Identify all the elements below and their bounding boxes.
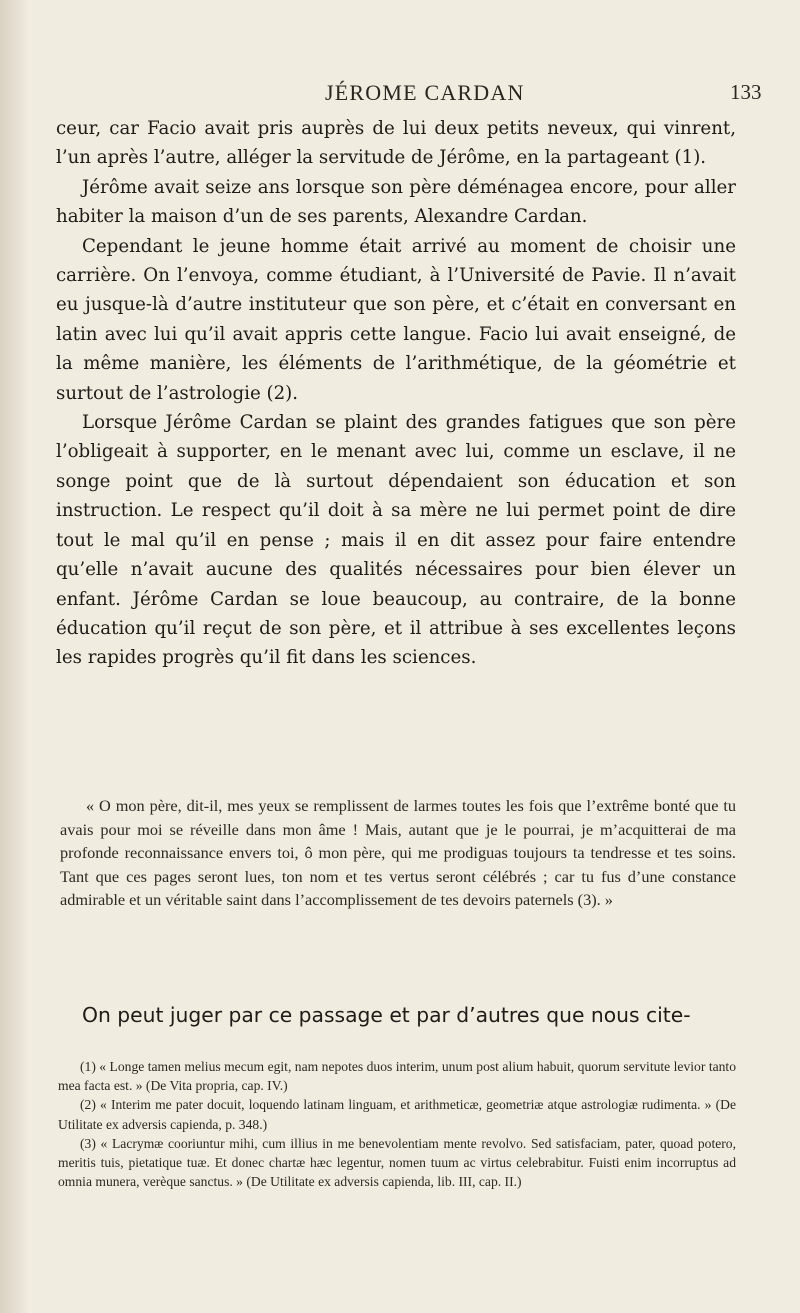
paragraph-4: Lorsque Jérôme Cardan se plaint des grandes fatigues que son père l’obligeait à supporter, en le menant avec lui, comme un esclave, il ne songe point que de là surtout dépendaient son éducation et son instruction. Le respect qu’il doit à sa mère ne lui permet point de dire tout le mal qu’il en pense ; mais il en dit assez pour faire entendre qu’elle n’avait aucune des qualités nécessaires pour bien élever un enfant. Jérôme Cardan se loue beaucoup, au contraire, de la bonne éducation qu’il reçut de son père, et il attribue à ses excellentes leçons les rapides progrès qu’il fit dans les sciences. [56, 412, 736, 669]
main-text [56, 114, 736, 673]
paragraph-2: Jérôme avait seize ans lorsque son père déménagea encore, pour aller habiter la maison d’un de ses parents, Alexandre Cardan. [56, 176, 736, 228]
continuation-line: On peut juger par ce passage et par d’autres que nous cite- [82, 1003, 691, 1027]
footnote-3: (3) « Lacrymæ cooriuntur mihi, cum illius in me benevolentiam mente revolvo. Sed satisfaciam, pater, quoad potero, meritis tuis, pietatique tuæ. Et donec chartæ hæc legentur, nomen tuum ac virtus celebrabitur. Fuisti enim incorruptus ad omnia munera, verèque sanctus. » (De Utilitate ex adversis capienda, lib. III, cap. II.) [58, 1135, 736, 1190]
block-quote: « O mon père, dit-il, mes yeux se remplissent de larmes toutes les fois que l’extrême bonté que tu avais pour moi se réveille dans mon âme ! Mais, autant que je le pourrai, je m’acquitterai de ma profonde reconnaissance envers toi, ô mon père, qui me prodiguas toujours ta tendresse et tes soins. Tant que ces pages seront lues, ton nom et tes vertus seront célébrés ; car tu fus d’une constance admirable et un véritable saint dans l’accomplissement de tes devoirs paternels (3). » [60, 796, 736, 910]
footnote-1: (1) « Longe tamen melius mecum egit, nam nepotes duos interim, unum post alium habuit, quorum servitute levior tanto mea facta est. » (De Vita propria, cap. IV.) [58, 1059, 736, 1094]
paragraph-3: Cependant le jeune homme était arrivé au moment de choisir une carrière. On l’envoya, comme étudiant, à l’Université de Pavie. Il n’avait eu jusque-là d’autre instituteur que son père, et c’était en conversant en latin avec lui qu’il avait appris cette langue. Facio lui avait enseigné, de la même manière, les éléments de l’arithmétique, de la géométrie et surtout de l’astrologie (2). [56, 235, 736, 404]
running-head [0, 70, 800, 110]
page-number: 133 [730, 80, 762, 104]
paragraph-1: ceur, car Facio avait pris auprès de lui deux petits neveux, qui vinrent, l’un après l’autre, alléger la servitude de Jérôme, en la partageant (1). [56, 118, 736, 169]
footnotes [58, 1057, 736, 1191]
footnote-2: (2) « Interim me pater docuit, loquendo latinam linguam, et arithmeticæ, geometriæ atque astrologiæ rudimenta. » (De Utilitate ex adversis capienda, p. 348.) [58, 1097, 736, 1132]
running-title: JÉROME CARDAN [325, 80, 525, 105]
